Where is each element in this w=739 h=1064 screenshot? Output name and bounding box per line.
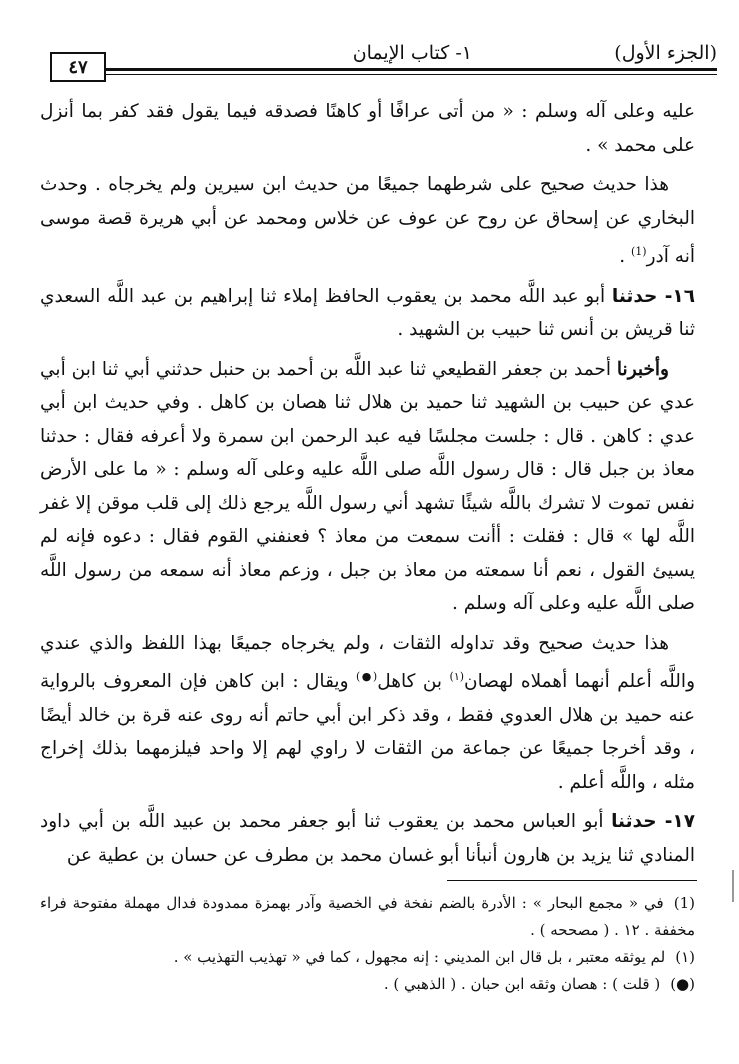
header-rule-thin [102,74,717,75]
hadith-paragraph [40,805,695,872]
paragraph-text: هذا حديث صحيح على شرطهما جميعًا من حديث ابن سيرين ولم يخرجاه . وحدث البخاري عن إسحاق عن روح عن عوف عن خلاس ومحمد عن أبي هريرة قصة موسى أنه آدر [40,174,695,268]
paragraph-text: أبو العباس محمد بن يعقوب ثنا أبو جعفر محمد بن عبيد اللَّه بن أبي داود المنادي ثنا يزيد بن هارون أنبأنا أبو غسان محمد بن مطرف عن حسان بن عطية عن [40,811,695,866]
paragraph-text: أبو عبد اللَّه محمد بن يعقوب الحافظ إملاء ثنا إبراهيم بن عبد اللَّه السعدي ثنا قريش بن أنس ثنا حبيب بن الشهيد . [40,285,695,341]
footnote-text: لم يوثقه معتبر ، بل قال ابن المديني : إنه مجهول ، كما في « تهذيب التهذيب » . [173,948,666,966]
paragraph-text: عليه وعلى آله وسلم : « من أتى عرافًا أو كاهنًا فصدقه فيما يقول فقد كفر بما أنزل على محمد » . [40,101,695,156]
paragraph [40,627,695,800]
footnote [40,890,695,944]
footnote-text: في « مجمع البحار » : الأدرة بالضم نفخة في الخصية وآدر بهمزة ممدودة فدال مهملة مفتوحة فراء مخففة . ١٢ . ( مصححه ) . [40,894,695,939]
footnote-mark: (1) [673,894,695,912]
paragraph-text: هذا حديث صحيح وقد تداوله الثقات ، ولم يخرجاه جميعًا بهذا اللفظ والذي عندي واللَّه أعلم أنهما أهملاه لهصان [40,632,695,693]
footnote [40,971,695,998]
paragraph-text-end: ويقال : ابن كاهن فإن المعروف بالرواية عنه حميد بن هلال العدوي فقط ، وقد ذكر ابن أبي حاتم أنه روى عنه قرة بن خالد أيضًا ، وقد أخرجا جميعًا عن جماعة من الثقات لا راوي لهم إلا واحد فيلزمهما بذلك إخراج مثله ، واللَّه أعلم . [40,671,695,793]
footnote-ref[interactable]: (1) [631,245,647,258]
footnote [40,944,695,971]
footnote-text: ( قلت ) : هصان وثقه ابن حبان . ( الذهبي ) . [383,975,661,993]
hadith-number: ١٦- حدثنا [611,285,695,307]
paragraph [40,168,695,274]
paragraph-text-end: . [619,246,631,268]
hadith-paragraph [40,280,695,347]
main-text [40,95,695,878]
footnotes [40,890,695,998]
footnote-mark: (●) [670,975,695,993]
chapter-title: ١- كتاب الإيمان [352,42,472,64]
footnote-ref[interactable]: (١) [449,670,465,684]
paragraph-text-mid: بن كاهل [377,671,450,693]
margin-mark [732,870,734,902]
footnote-ref[interactable]: (●) [355,670,378,684]
paragraph [40,95,695,162]
header-rule-thick [102,68,717,71]
lead-word: وأخبرنا [616,358,669,380]
paragraph [40,353,695,621]
footnote-divider [447,880,697,881]
hadith-number: ١٧- حدثنا [611,811,695,833]
volume-label: (الجزء الأول) [614,42,717,64]
page-header [58,38,717,78]
footnote-mark: (١) [675,948,695,966]
paragraph-text: أحمد بن جعفر القطيعي ثنا عبد اللَّه بن أحمد بن حنبل حدثني أبي ثنا ابن أبي عدي عن حبيب بن الشهيد ثنا حميد بن هلال ثنا هصان بن كاهل . وفي حديث ابن أبي عدي : كاهن . قال : جلست مجلسًا فيه عبد الرحمن ابن سمرة ولا أعرفه فقال : حدثنا معاذ بن جبل قال : قال رسول اللَّه صلى اللَّه عليه وعلى آله وسلم : « ما على الأرض نفس تموت لا تشرك باللَّه شيئًا تشهد أني رسول اللَّه يرجع ذلك إلى قلب موقن إلا غفر اللَّه لها » قال : فقلت : أأنت سمعت من معاذ ؟ فعنفني القوم فقال : دعوه فإنه لم يسيئ القول ، نعم أنا سمعته من معاذ بن جبل ، وزعم معاذ أنه سمعه من رسول اللَّه صلى اللَّه عليه وعلى آله وسلم . [40,358,695,615]
page-number: ٤٧ [50,52,106,82]
